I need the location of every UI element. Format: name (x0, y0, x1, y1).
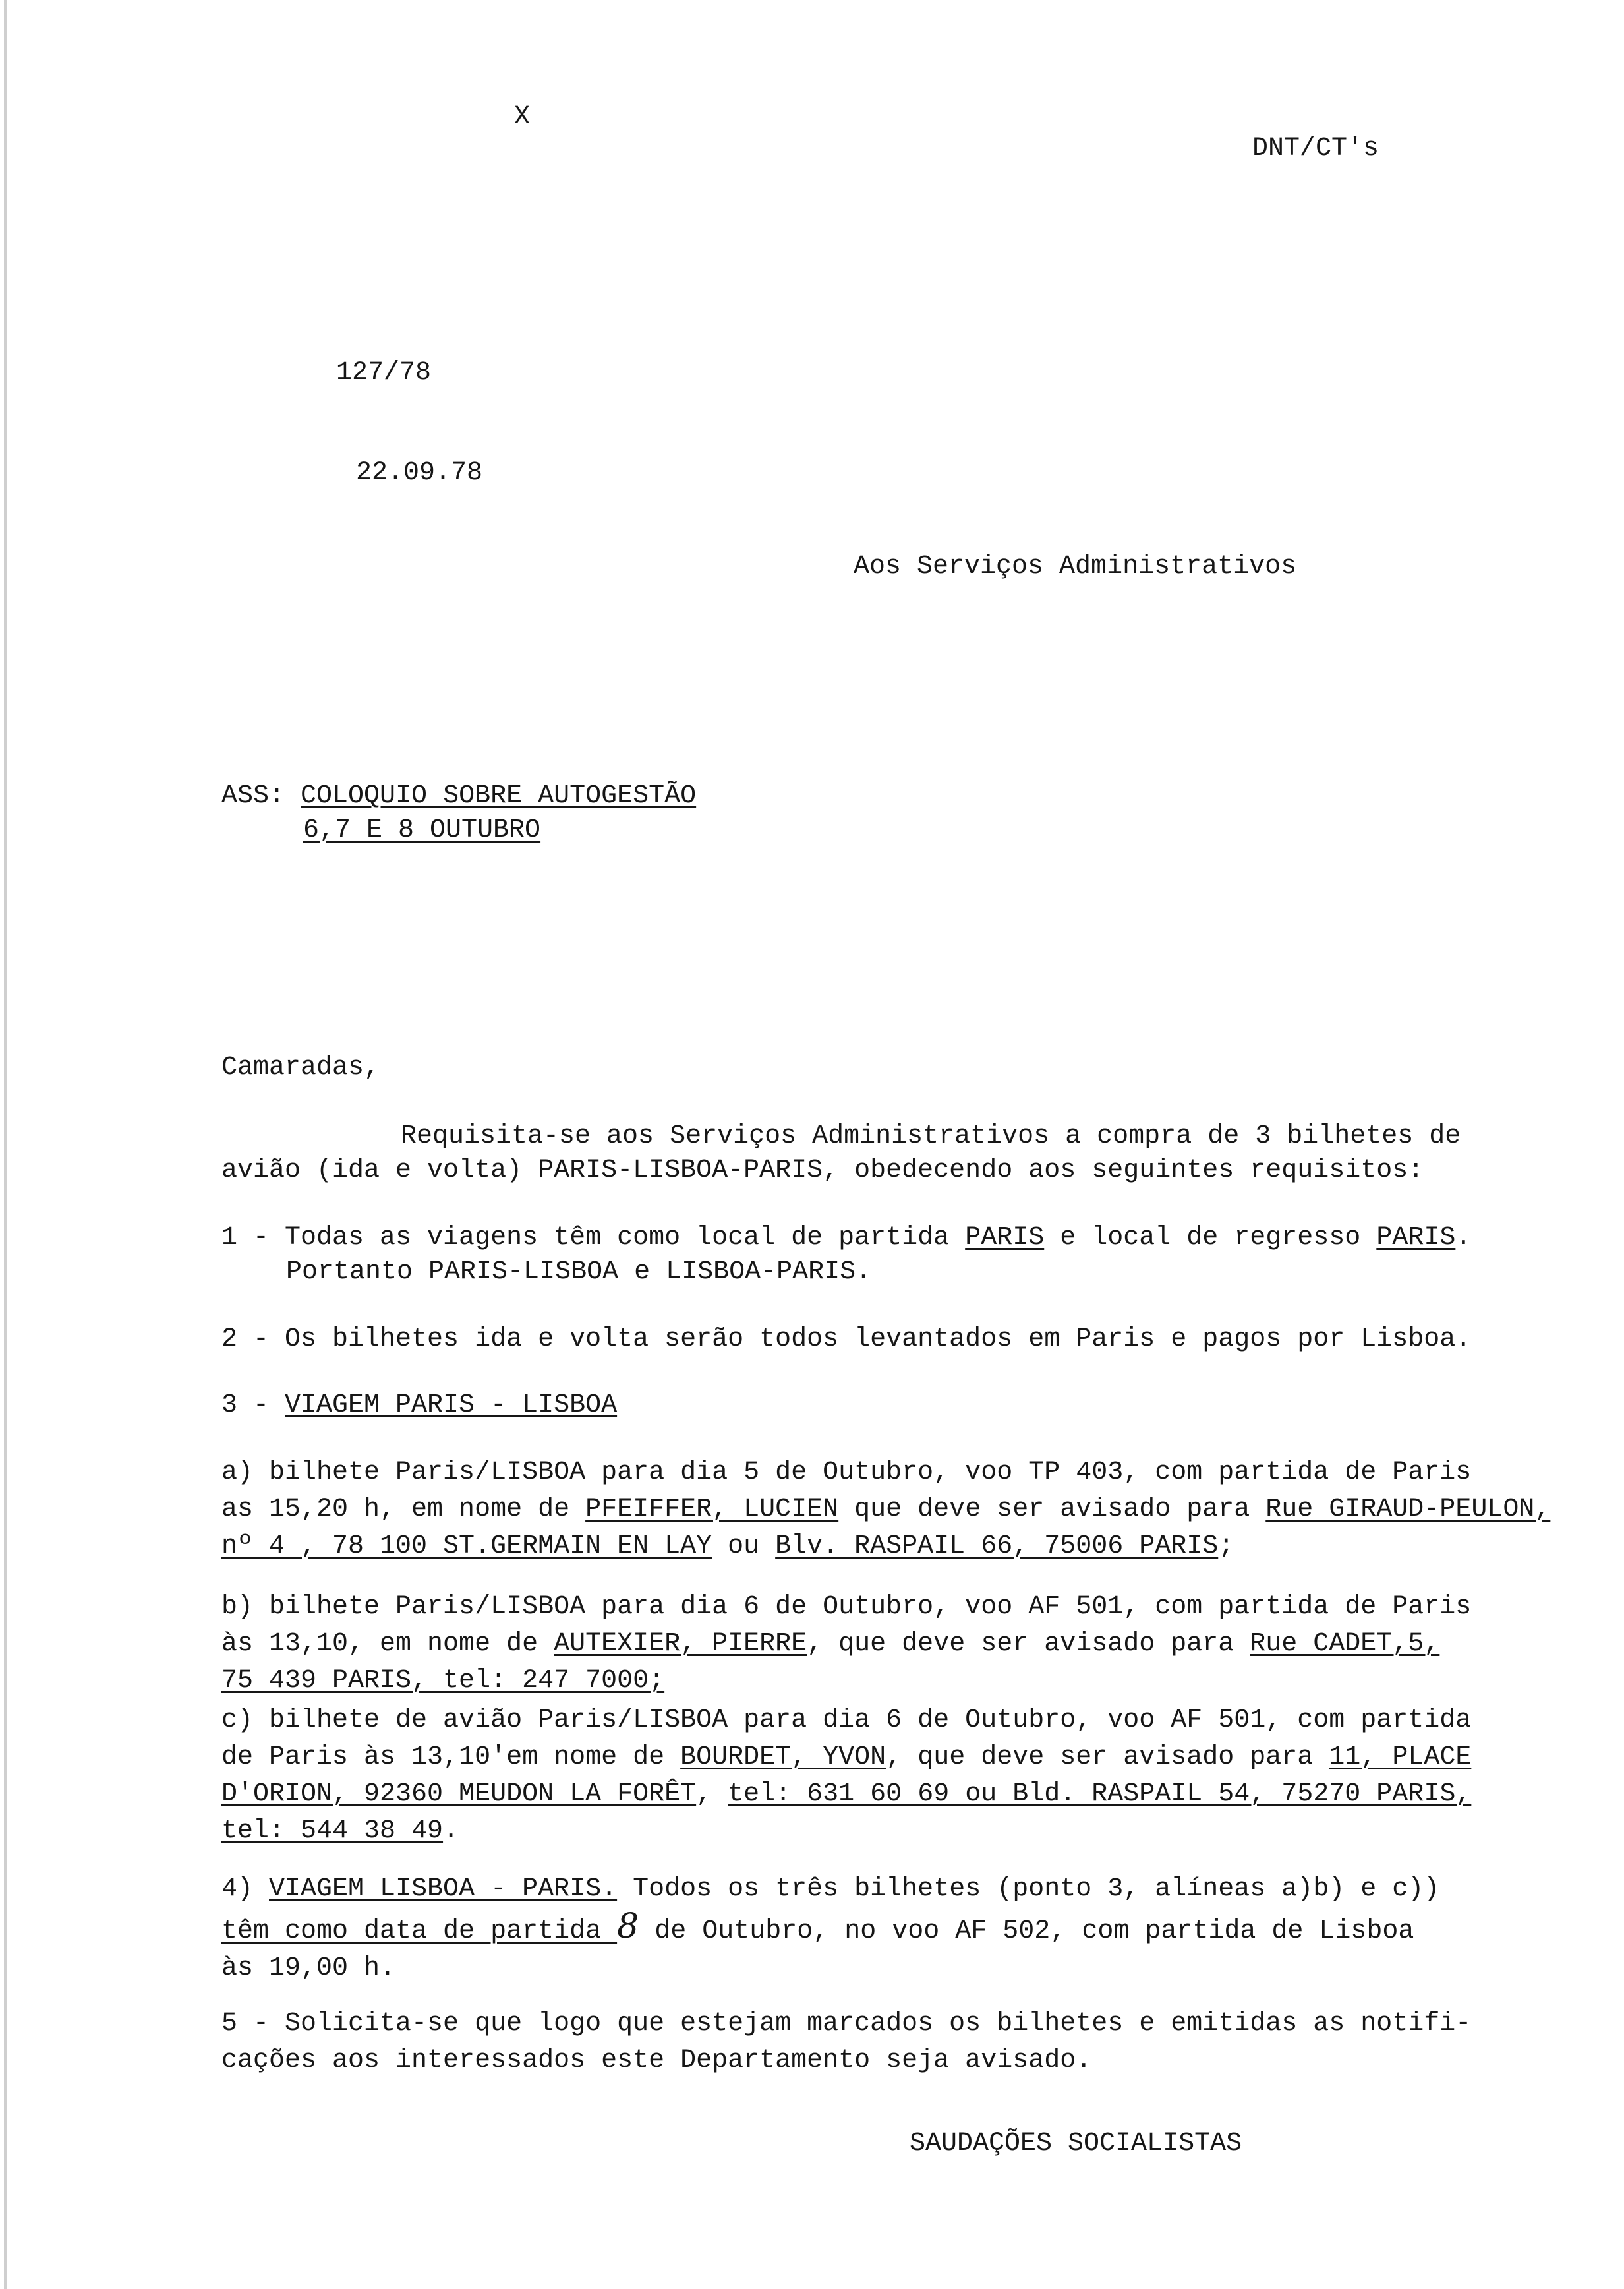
item-1-line-2: Portanto PARIS-LISBOA e LISBOA-PARIS. (286, 1257, 872, 1287)
item-4-line-1: 4) VIAGEM LISBOA - PARIS. Todos os três bilhetes (ponto 3, alíneas a)b) e c)) (221, 1874, 1440, 1904)
item-b-line-1: b) bilhete Paris/LISBOA para dia 6 de Outubro, voo AF 501, com partida de Paris (221, 1592, 1472, 1622)
handwritten-day: 8 (617, 1907, 639, 1946)
item-b-line-2: às 13,10, em nome de AUTEXIER, PIERRE, que deve ser avisado para Rue CADET,5, (221, 1629, 1440, 1659)
item-a-line-1: a) bilhete Paris/LISBOA para dia 5 de Outubro, voo TP 403, com partida de Paris (221, 1458, 1472, 1487)
document-date: 22.09.78 (356, 458, 483, 488)
subject-label: ASS: (221, 781, 285, 811)
item-c (221, 1702, 1573, 1850)
item-4 (221, 1871, 1573, 1987)
item-c-line-3: D'ORION, 92360 MEUDON LA FORÊT, tel: 631 60 69 ou Bld. RASPAIL 54, 75270 PARIS, (221, 1779, 1472, 1809)
item-5 (221, 2006, 1573, 2079)
intro-line-2: avião (ida e volta) PARIS-LISBOA-PARIS, obedecendo aos seguintes requisitos: (221, 1156, 1424, 1185)
item-c-line-2: de Paris às 13,10'em nome de BOURDET, YVON, que deve ser avisado para 11, PLACE (221, 1742, 1472, 1772)
item-3-heading: 3 - VIAGEM PARIS - LISBOA (221, 1390, 618, 1420)
addressee: Aos Serviços Administrativos (854, 552, 1297, 581)
item-c-line-4: tel: 544 38 49. (221, 1816, 459, 1846)
reference-number: 127/78 (336, 358, 432, 388)
item-4-line-2: têm como data de partida 8 de Outubro, no voo AF 502, com partida de Lisboa (221, 1907, 1414, 1946)
item-2: 2 - Os bilhetes ida e volta serão todos levantados em Paris e pagos por Lisboa. (221, 1324, 1472, 1354)
item-b (221, 1589, 1573, 1700)
item-4-line-3: às 19,00 h. (221, 1953, 396, 1983)
item-a (221, 1454, 1573, 1565)
subject-block (221, 778, 696, 815)
item-1-line-1: 1 - Todas as viagens têm como local de partida PARIS e local de regresso PARIS. (221, 1223, 1472, 1253)
scan-edge-line (4, 0, 7, 2289)
subject-line-1: COLOQUIO SOBRE AUTOGESTÃO (301, 781, 697, 811)
salutation: Camaradas, (221, 1053, 380, 1083)
intro-line-1: Requisita-se aos Serviços Administrativos a compra de 3 bilhetes de (401, 1121, 1461, 1151)
closing: SAUDAÇÕES SOCIALISTAS (910, 2129, 1242, 2158)
item-b-line-3: 75 439 PARIS, tel: 247 7000; (221, 1666, 665, 1696)
item-5-line-2: cações aos interessados este Departamento seja avisado. (221, 2046, 1092, 2075)
department-code: DNT/CT's (1252, 134, 1379, 164)
subject-line-2: 6,7 E 8 OUTUBRO (303, 816, 541, 845)
header-mark: X (514, 102, 531, 132)
item-a-line-3: nº 4 , 78 100 ST.GERMAIN EN LAY ou Blv. RASPAIL 66, 75006 PARIS; (221, 1531, 1234, 1561)
item-a-line-2: as 15,20 h, em nome de PFEIFFER, LUCIEN que deve ser avisado para Rue GIRAUD-PEULON, (221, 1495, 1551, 1524)
item-5-line-1: 5 - Solicita-se que logo que estejam marcados os bilhetes e emitidas as notifi- (221, 2009, 1472, 2038)
item-c-line-1: c) bilhete de avião Paris/LISBOA para dia 6 de Outubro, voo AF 501, com partida (221, 1706, 1472, 1735)
